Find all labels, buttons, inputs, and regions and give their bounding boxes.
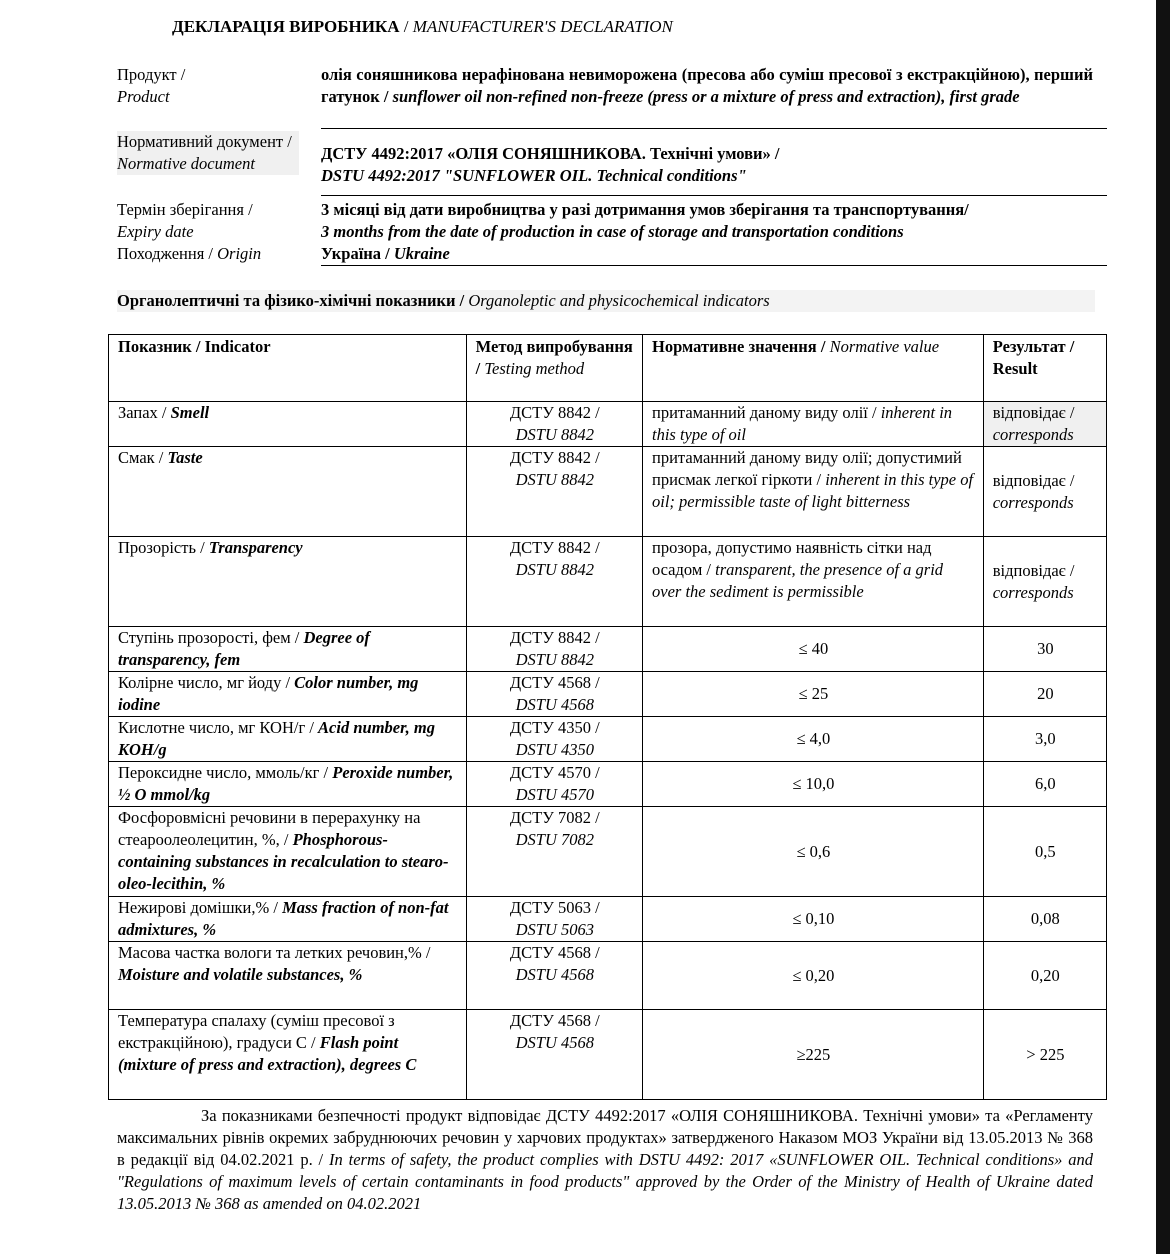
header-normative-uk: Нормативне значення /	[652, 337, 826, 356]
indicators-table	[108, 334, 1107, 1100]
method-cell	[466, 717, 642, 762]
title-en: MANUFACTURER'S DECLARATION	[412, 17, 673, 36]
normative-uk: притаманний даному виду олії; допустимий присмак легкої гіркоти /	[652, 448, 962, 489]
window-edge	[1156, 0, 1170, 1254]
table-row	[109, 942, 1107, 1010]
indicator-en: Moisture and volatile substances, %	[118, 965, 363, 984]
method-uk: ДСТУ 4568 /	[509, 1011, 600, 1030]
indicator-cell	[109, 762, 467, 807]
indicator-cell	[109, 672, 467, 717]
table-row	[109, 717, 1107, 762]
normative-value-en: DSTU 4492:2017 "SUNFLOWER OIL. Technical conditions"	[321, 166, 747, 185]
indicator-uk: Ступінь прозорості, фем /	[118, 628, 300, 647]
indicator-en: Transparency	[208, 538, 303, 557]
method-cell	[466, 942, 642, 1010]
indicator-en: Acid number, mg KOH/g	[118, 718, 435, 759]
indicator-uk: Кислотне число, мг КОН/г /	[118, 718, 314, 737]
table-header-row	[109, 335, 1107, 402]
normative-value	[321, 143, 1093, 187]
header-normative-en: Normative value	[829, 337, 940, 356]
normative-uk: прозора, допустимо наявність сітки над осадом /	[652, 538, 932, 579]
method-cell	[466, 537, 642, 627]
method-cell	[466, 627, 642, 672]
header-normative	[643, 335, 984, 402]
indicator-uk: Запах /	[118, 403, 167, 422]
method-en: DSTU 8842	[515, 470, 595, 489]
normative-cell: ≤ 25	[643, 672, 984, 717]
result-cell: 6,0	[983, 762, 1106, 807]
indicator-cell	[109, 1010, 467, 1100]
result-cell	[983, 447, 1106, 537]
origin-value-en: Ukraine	[393, 244, 450, 263]
origin-label-en: Origin	[217, 244, 262, 263]
indicator-cell	[109, 402, 467, 447]
normative-cell	[643, 447, 984, 537]
normative-label-en: Normative document	[117, 154, 255, 173]
normative-cell: ≤ 10,0	[643, 762, 984, 807]
title-separator: /	[403, 17, 409, 36]
indicator-uk: Прозорість /	[118, 538, 205, 557]
result-cell: 0,20	[983, 942, 1106, 1010]
table-row	[109, 807, 1107, 897]
expiry-label-uk: Термін зберігання /	[117, 200, 253, 219]
method-cell	[466, 1010, 642, 1100]
normative-en: inherent in this type of oil	[652, 403, 953, 444]
method-en: DSTU 4570	[515, 785, 595, 804]
method-uk: ДСТУ 4568 /	[509, 943, 600, 962]
method-uk: ДСТУ 8842 /	[509, 538, 600, 557]
indicator-cell	[109, 627, 467, 672]
normative-cell: ≤ 40	[643, 627, 984, 672]
indicator-uk: Нежирові домішки,% /	[118, 898, 278, 917]
indicator-en: Mass fraction of non-fat admixtures, %	[118, 898, 449, 939]
indicator-uk: Температура спалаху (суміш пресової з екстракційною), градуси С /	[118, 1011, 395, 1052]
method-en: DSTU 8842	[515, 560, 595, 579]
result-cell: 20	[983, 672, 1106, 717]
result-en: corresponds	[992, 425, 1074, 444]
indicator-cell	[109, 447, 467, 537]
product-value-en: sunflower oil non-refined non-freeze (press or a mixture of press and extraction), first grade	[392, 87, 1020, 106]
indicator-en: Peroxide number, ½ O mmol/kg	[118, 763, 454, 804]
table-row	[109, 672, 1107, 717]
method-en: DSTU 8842	[515, 425, 595, 444]
normative-en: transparent, the presence of a grid over the sediment is permissible	[652, 560, 944, 601]
header-method-en: Testing method	[484, 359, 585, 378]
table-row	[109, 537, 1107, 627]
result-cell: 3,0	[983, 717, 1106, 762]
table-row	[109, 627, 1107, 672]
title-uk: ДЕКЛАРАЦІЯ ВИРОБНИКА	[172, 17, 400, 36]
normative-label-uk: Нормативний документ /	[117, 132, 292, 151]
normative-label	[117, 131, 299, 175]
indicator-en: Color number, mg iodine	[118, 673, 419, 714]
normative-cell	[643, 402, 984, 447]
result-uk: відповідає /	[992, 403, 1075, 422]
normative-cell: ≤ 4,0	[643, 717, 984, 762]
safety-statement-uk: За показниками безпечності продукт відповідає ДСТУ 4492:2017 «ОЛІЯ СОНЯШНИКОВА. Технічні умови» та «Регламенту максимальних рівнів окремих забруднюючих речовин у харчових продуктах» затвердженого Наказом МОЗ України від 13.05.2013 № 368 в редакції від 04.02.2021 р. /	[117, 1106, 1093, 1169]
indicator-uk: Смак /	[118, 448, 164, 467]
indicator-uk: Пероксидне число, ммоль/кг /	[118, 763, 329, 782]
header-method-uk: Метод випробування /	[475, 337, 633, 378]
result-uk: відповідає /	[992, 470, 1075, 490]
origin-value	[321, 243, 1093, 265]
indicator-uk: Колірне число, мг йоду /	[118, 673, 291, 692]
origin-label	[117, 243, 307, 265]
method-cell	[466, 402, 642, 447]
indicator-uk: Масова частка вологи та летких речовин,% /	[118, 943, 431, 962]
divider	[321, 265, 1107, 266]
method-uk: ДСТУ 7082 /	[509, 808, 600, 827]
method-uk: ДСТУ 4570 /	[509, 763, 600, 782]
method-uk: ДСТУ 8842 /	[509, 403, 600, 422]
indicator-en: Degree of transparency, fem	[118, 628, 370, 669]
method-en: DSTU 4568	[515, 965, 595, 984]
table-row	[109, 1010, 1107, 1100]
result-cell	[983, 402, 1106, 447]
method-en: DSTU 8842	[515, 650, 595, 669]
method-en: DSTU 4568	[515, 695, 595, 714]
product-value	[321, 64, 1093, 108]
expiry-label-en: Expiry date	[117, 222, 194, 241]
table-row	[109, 402, 1107, 447]
header-method	[466, 335, 642, 402]
indicator-en: Phosphorous-containing substances in recalculation to stearo-oleo-lecithin, %	[118, 830, 449, 893]
product-value-uk: олія соняшникова нерафінована невиморожена (пресова або суміш пресової з екстракційною), перший гатунок /	[321, 65, 1093, 106]
result-cell: 0,5	[983, 807, 1106, 897]
result-cell: > 225	[983, 1010, 1106, 1100]
product-label-uk: Продукт /	[117, 65, 186, 84]
method-cell	[466, 807, 642, 897]
indicator-cell	[109, 717, 467, 762]
product-label-en: Product	[117, 87, 170, 106]
section-heading	[117, 290, 1095, 312]
result-cell	[983, 537, 1106, 627]
method-en: DSTU 4568	[515, 1033, 595, 1052]
result-cell: 0,08	[983, 897, 1106, 942]
table-row	[109, 762, 1107, 807]
expiry-label	[117, 199, 307, 243]
method-uk: ДСТУ 4350 /	[509, 718, 600, 737]
normative-value-uk: ДСТУ 4492:2017 «ОЛІЯ СОНЯШНИКОВА. Технічні умови» /	[321, 144, 780, 163]
safety-statement-en: In terms of safety, the product complies with DSTU 4492: 2017 «SUNFLOWER OIL. Technical conditions» and "Regulations of maximum levels of certain contaminants in food products" approved by the Order of the Ministry of Health of Ukraine dated 13.05.2013 № 368 as amended on 04.02.2021	[117, 1150, 1094, 1213]
indicator-en: Taste	[167, 448, 203, 467]
indicator-cell	[109, 942, 467, 1010]
method-cell	[466, 672, 642, 717]
table-row	[109, 447, 1107, 537]
divider	[321, 128, 1107, 129]
header-indicator: Показник / Indicator	[109, 335, 467, 402]
normative-cell: ≤ 0,6	[643, 807, 984, 897]
indicator-en: Smell	[170, 403, 210, 422]
result-en: corresponds	[992, 492, 1074, 512]
expiry-value	[321, 199, 1093, 243]
method-cell	[466, 897, 642, 942]
normative-cell	[643, 537, 984, 627]
indicator-cell	[109, 897, 467, 942]
normative-cell: ≥225	[643, 1010, 984, 1100]
document-title	[172, 17, 673, 37]
expiry-value-uk: 3 місяці від дати виробництва у разі дотримання умов зберігання та транспортування/	[321, 200, 969, 219]
method-uk: ДСТУ 8842 /	[509, 628, 600, 647]
method-en: DSTU 7082	[515, 830, 595, 849]
method-en: DSTU 5063	[515, 920, 595, 939]
result-cell: 30	[983, 627, 1106, 672]
indicator-en: Flash point (mixture of press and extraction), degrees C	[118, 1033, 417, 1074]
table-row	[109, 897, 1107, 942]
method-cell	[466, 762, 642, 807]
indicator-uk: Фосфоровмісні речовини в перерахунку на стеароолеолецитин, %, /	[118, 808, 421, 849]
origin-value-uk: Україна /	[321, 244, 390, 263]
result-en: corresponds	[992, 582, 1074, 602]
method-uk: ДСТУ 8842 /	[509, 448, 600, 467]
section-heading-uk: Органолептичні та фізико-хімічні показники /	[117, 291, 465, 310]
normative-uk: притаманний даному виду олії /	[652, 403, 877, 422]
product-label	[117, 64, 307, 108]
section-heading-en: Organoleptic and physicochemical indicators	[468, 291, 770, 310]
safety-statement	[117, 1105, 1093, 1215]
method-uk: ДСТУ 5063 /	[509, 898, 600, 917]
normative-cell: ≤ 0,10	[643, 897, 984, 942]
expiry-value-en: 3 months from the date of production in case of storage and transportation conditions	[321, 222, 904, 241]
method-cell	[466, 447, 642, 537]
divider	[321, 195, 1107, 196]
result-uk: відповідає /	[992, 560, 1075, 580]
header-result: Результат / Result	[983, 335, 1106, 402]
indicator-cell	[109, 807, 467, 897]
method-uk: ДСТУ 4568 /	[509, 673, 600, 692]
method-en: DSTU 4350	[515, 740, 595, 759]
normative-cell: ≤ 0,20	[643, 942, 984, 1010]
origin-label-uk: Походження /	[117, 244, 214, 263]
normative-en: inherent in this type of oil; permissible taste of light bitterness	[652, 470, 974, 511]
indicator-cell	[109, 537, 467, 627]
